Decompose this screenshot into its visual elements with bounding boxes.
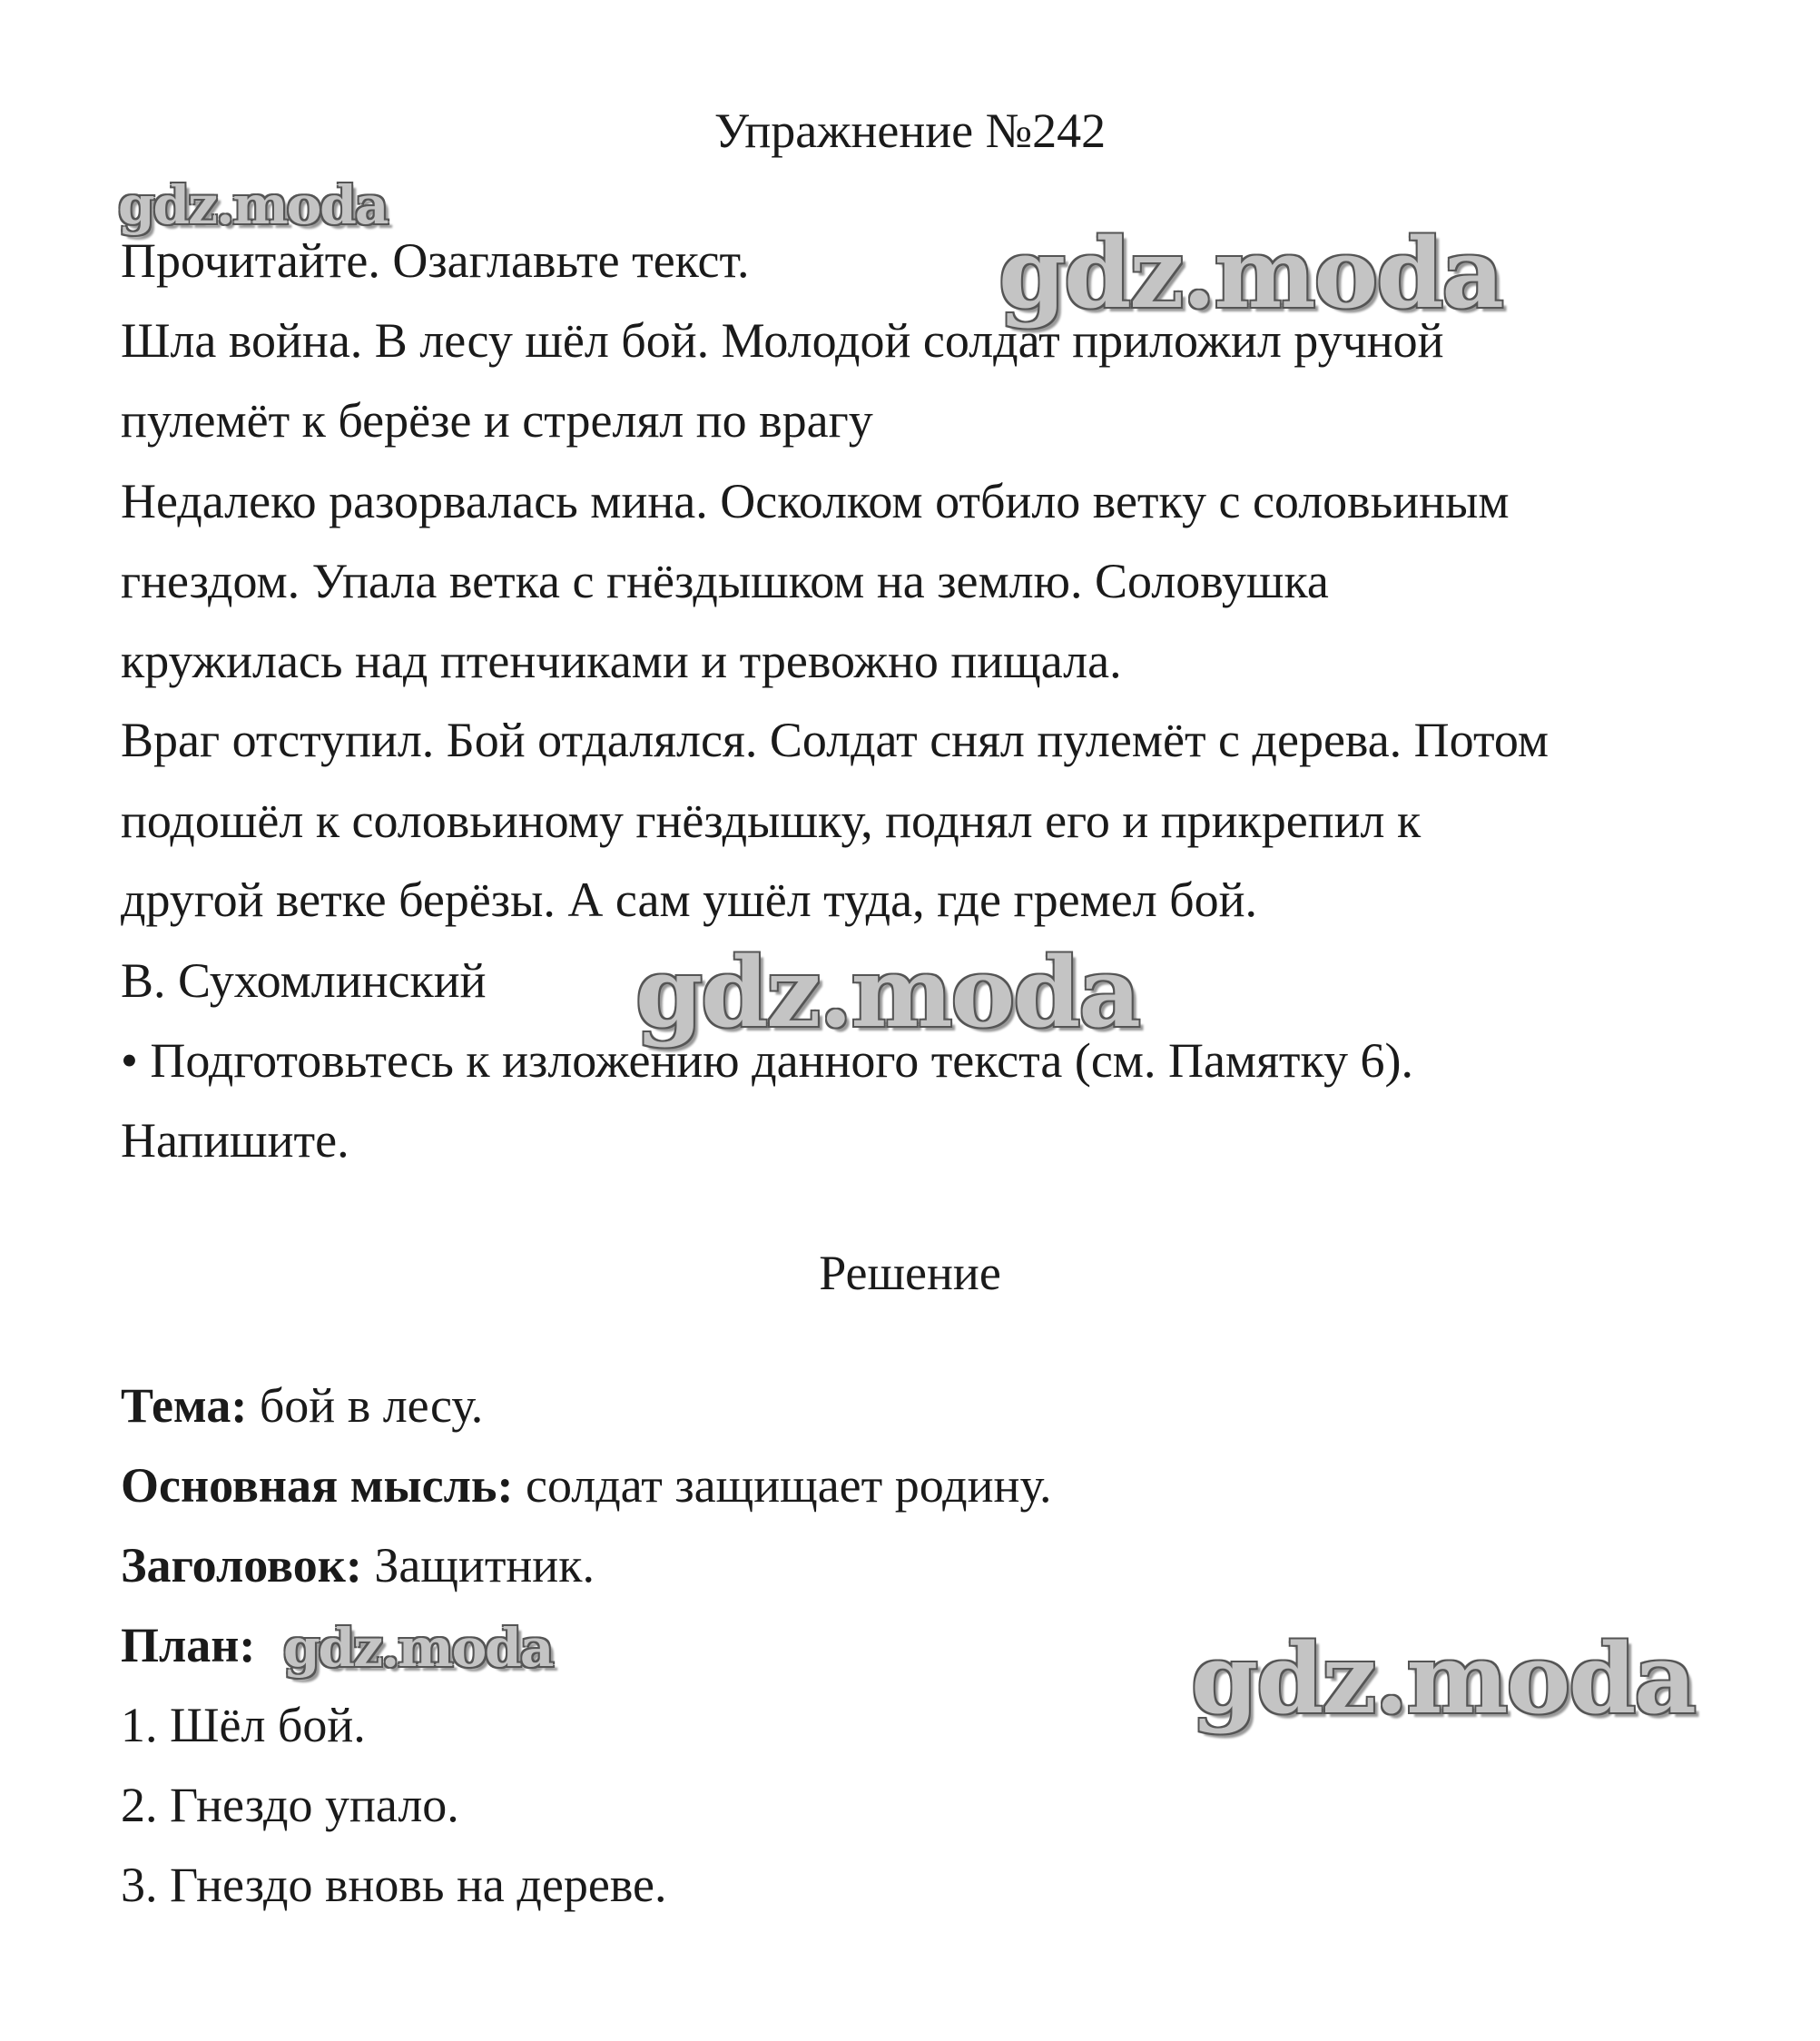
title-label: Заголовок:	[121, 1538, 362, 1592]
task-line: подошёл к соловьиному гнёздышку, поднял его и прикрепил к	[121, 794, 1422, 848]
task-line: Прочитайте. Озаглавьте текст.	[121, 233, 750, 288]
theme-label: Тема:	[121, 1378, 248, 1433]
title-row	[121, 1536, 595, 1594]
plan-item: 3. Гнездо вновь на дереве.	[121, 1858, 667, 1912]
title-value: Защитник.	[361, 1538, 595, 1592]
task-line: гнездом. Упала ветка с гнёздышком на землю. Соловушка	[121, 554, 1329, 608]
plan-item: 1. Шёл бой.	[121, 1698, 366, 1752]
watermark: gdz.moda	[999, 216, 1502, 330]
watermark: gdz.moda	[1191, 1622, 1695, 1735]
task-line: Враг отступил. Бой отдалялся. Солдат снял пулемёт с дерева. Потом	[121, 713, 1549, 767]
idea-label: Основная мысль:	[121, 1458, 514, 1513]
watermark: gdz.moda	[118, 174, 388, 236]
watermark: gdz.moda	[635, 935, 1139, 1049]
plan-row	[121, 1616, 255, 1674]
exercise-title: Упражнение №242	[713, 104, 1107, 158]
task-instruction: Напишите.	[121, 1113, 349, 1168]
task-instruction: • Подготовьтесь к изложению данного текста (см. Памятку 6).	[121, 1033, 1413, 1088]
idea-value: солдат защищает родину.	[513, 1458, 1052, 1513]
solution-heading: Решение	[819, 1246, 1001, 1300]
theme-row	[121, 1376, 483, 1435]
task-line: другой ветке берёзы. А сам ушёл туда, где гремел бой.	[121, 873, 1258, 927]
task-line: Шла война. В лесу шёл бой. Молодой солдат приложил ручной	[121, 313, 1444, 368]
task-line: Недалеко разорвалась мина. Осколком отбило ветку с соловьиным	[121, 474, 1510, 528]
theme-value: бой в лесу.	[247, 1378, 484, 1433]
task-line: пулемёт к берёзе и стрелял по врагу	[121, 393, 873, 448]
watermark: gdz.moda	[283, 1617, 553, 1679]
plan-label: План:	[121, 1618, 256, 1672]
author: В. Сухомлинский	[121, 953, 487, 1008]
idea-row	[121, 1456, 1052, 1514]
plan-item: 2. Гнездо упало.	[121, 1778, 459, 1832]
task-line: кружилась над птенчиками и тревожно пищала.	[121, 634, 1122, 688]
